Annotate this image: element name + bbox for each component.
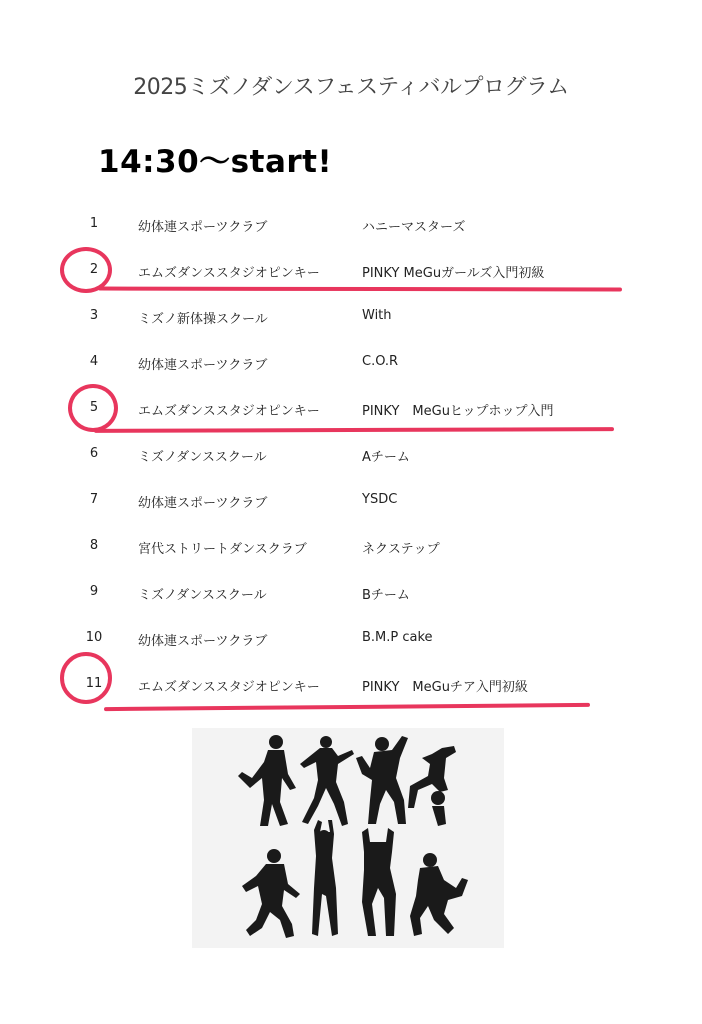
highlight-circle (60, 652, 112, 704)
program-row (0, 443, 702, 467)
team-name: ハニーマスターズ (362, 220, 466, 235)
team-name: With (362, 308, 392, 323)
team-name: YSDC (362, 492, 398, 507)
row-number: 2 (89, 262, 99, 277)
program-title: 2025ミズノダンスフェスティバルプログラム (133, 75, 569, 100)
program-row (0, 627, 702, 651)
row-number: 9 (89, 584, 99, 599)
team-name: PINKY MeGuガールズ入門初級 (362, 266, 545, 281)
dancers-silhouette-graphic (192, 728, 504, 948)
row-number: 8 (89, 538, 99, 553)
row-number: 11 (85, 676, 103, 691)
club-name: エムズダンススタジオピンキー (138, 680, 320, 695)
club-name: ミズノダンススクール (138, 588, 267, 603)
start-time: 14:30～start! (98, 144, 333, 180)
club-name: エムズダンススタジオピンキー (138, 404, 320, 419)
highlight-underline (94, 427, 614, 433)
row-number: 10 (85, 630, 103, 645)
program-row (0, 535, 702, 559)
club-name: 幼体連スポーツクラブ (138, 358, 268, 373)
row-number: 3 (89, 308, 99, 323)
program-row (0, 351, 702, 375)
program-row (0, 581, 702, 605)
club-name: ミズノダンススクール (138, 450, 267, 465)
row-number: 6 (89, 446, 99, 461)
club-name: 幼体連スポーツクラブ (138, 496, 268, 511)
club-name: 幼体連スポーツクラブ (138, 634, 268, 649)
dancers-silhouette-icon (192, 728, 504, 948)
row-number: 1 (89, 216, 99, 231)
team-name: PINKY MeGuヒップホップ入門 (362, 404, 554, 419)
highlight-underline (98, 287, 622, 292)
row-number: 7 (89, 492, 99, 507)
program-row (0, 489, 702, 513)
team-name: Bチーム (362, 588, 410, 603)
club-name: ミズノ新体操スクール (138, 312, 268, 327)
club-name: 幼体連スポーツクラブ (138, 220, 268, 235)
team-name: Aチーム (362, 450, 410, 465)
program-row (0, 213, 702, 237)
club-name: 宮代ストリートダンスクラブ (138, 542, 307, 557)
team-name: B.M.P cake (362, 630, 433, 645)
club-name: エムズダンススタジオピンキー (138, 266, 320, 281)
highlight-circle (68, 384, 118, 432)
highlight-underline (104, 703, 590, 711)
row-number: 4 (89, 354, 99, 369)
team-name: C.O.R (362, 354, 399, 369)
team-name: PINKY MeGuチア入門初級 (362, 680, 528, 695)
row-number: 5 (89, 400, 99, 415)
team-name: ネクステップ (362, 542, 440, 557)
program-row (0, 305, 702, 329)
